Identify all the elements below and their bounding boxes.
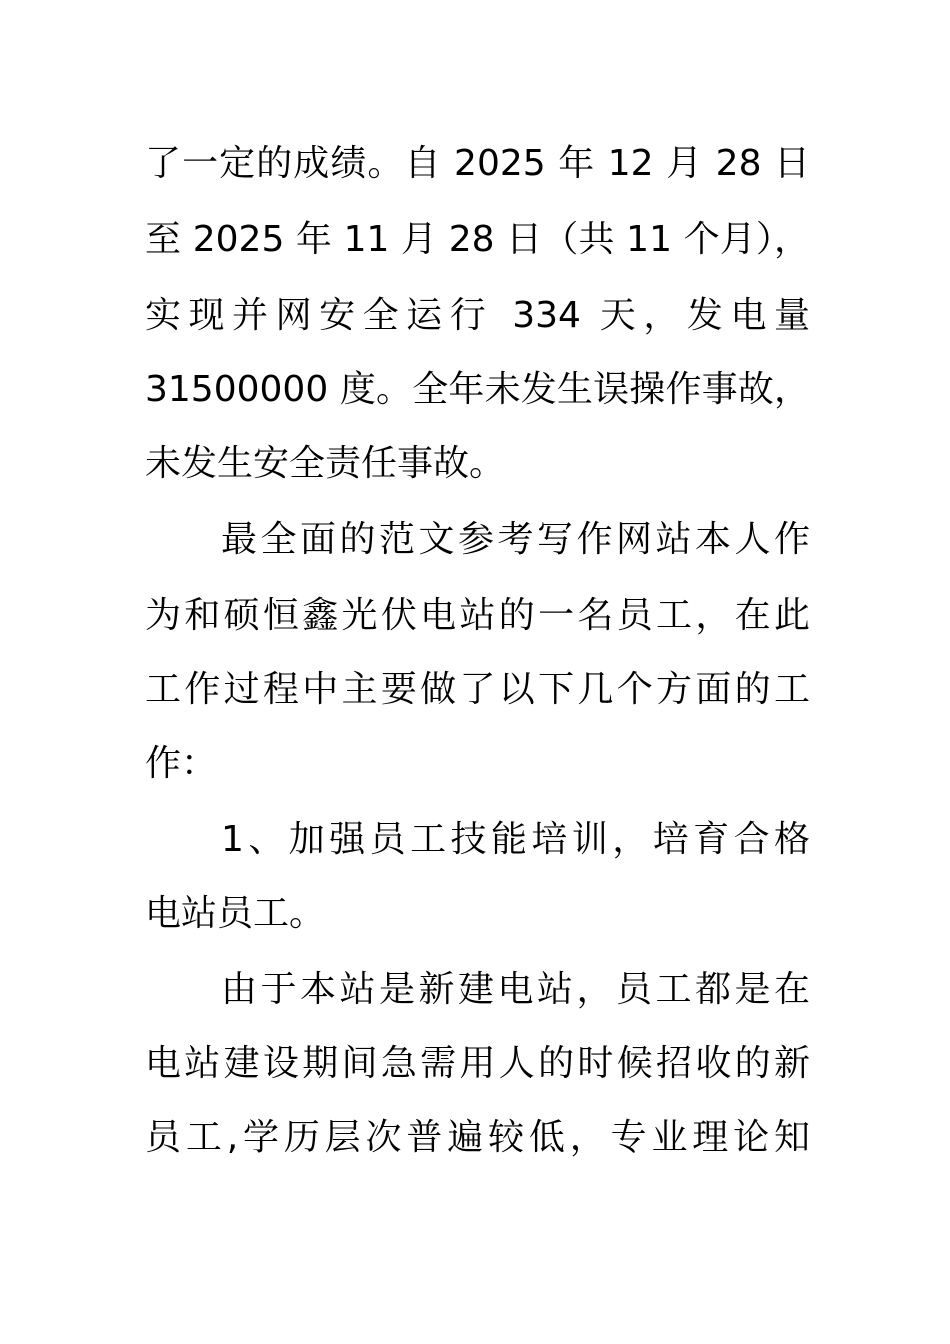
text-line: 员工,学历层次普遍较低，专业理论知	[145, 1117, 810, 1158]
text-line: 工作过程中主要做了以下几个方面的工	[145, 669, 810, 710]
text-line: 至 2025 年 11 月 28 日（共 11 个月），	[145, 219, 810, 260]
text-line: 电站员工。	[145, 893, 326, 934]
text-line: 电站建设期间急需用人的时候招收的新	[145, 1043, 810, 1084]
text-line: 未发生安全责任事故。	[145, 443, 506, 484]
text-line: 作：	[145, 743, 218, 784]
text-line: 由于本站是新建电站，员工都是在	[221, 969, 810, 1010]
text-line: 最全面的范文参考写作网站本人作	[221, 519, 810, 560]
text-line: 31500000 度。全年未发生误操作事故，	[145, 369, 810, 410]
text-line: 实现并网安全运行 334 天，发电量	[145, 295, 810, 336]
text-line: 1、加强员工技能培训，培育合格	[221, 819, 810, 860]
text-line: 为和硕恒鑫光伏电站的一名员工，在此	[145, 595, 810, 636]
text-line: 了一定的成绩。自 2025 年 12 月 28 日	[145, 143, 810, 184]
